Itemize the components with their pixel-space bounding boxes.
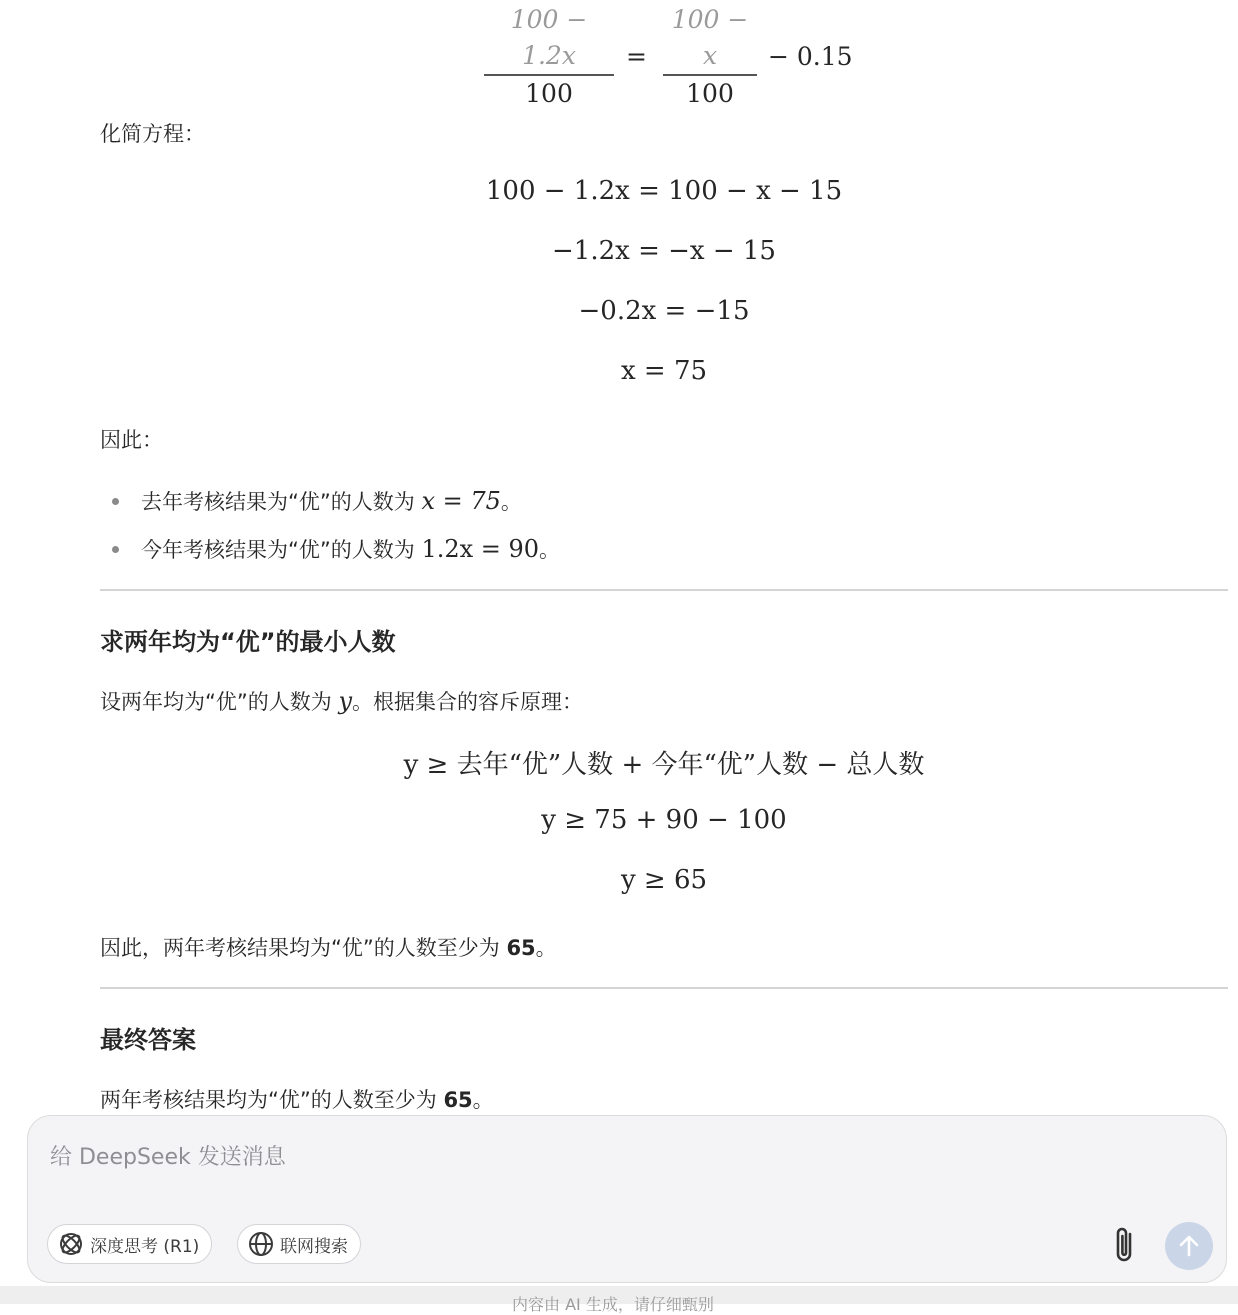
globe-icon — [248, 1231, 274, 1257]
lhs-fraction — [482, 2, 616, 112]
simplify-step-3: −0.2x = −15 — [578, 296, 750, 326]
bullet-dot — [112, 498, 119, 505]
answer-pre: 两年考核结果均为“优”的人数至少为 — [100, 1088, 444, 1112]
list-item-text: 去年考核结果为“优”的人数为 — [141, 490, 422, 514]
rhs-numerator: 100 − x — [671, 5, 749, 70]
divider — [100, 987, 1228, 989]
rhs-fraction — [661, 2, 759, 112]
list-item-math: x = 75 — [421, 487, 501, 515]
section-conclusion — [100, 932, 557, 962]
list-item — [141, 534, 560, 564]
final-answer-text — [100, 1084, 494, 1114]
answer-value: 65 — [443, 1088, 473, 1112]
paperclip-icon[interactable] — [1110, 1224, 1142, 1266]
ai-disclaimer — [0, 1286, 1238, 1314]
therefore-label: 因此： — [100, 428, 163, 452]
conclusion-value: 65 — [506, 936, 536, 960]
send-button[interactable] — [1165, 1222, 1213, 1270]
bullet-dot — [112, 546, 119, 553]
rhs-denominator: 100 — [686, 78, 734, 108]
inclusion-exclusion-step-2: y ≥ 75 + 90 − 100 — [541, 805, 787, 835]
lhs-denominator: 100 — [525, 78, 573, 108]
atom-icon — [58, 1231, 84, 1257]
web-search-label: 联网搜索 — [280, 1236, 348, 1257]
list-item-text: 今年考核结果为“优”的人数为 — [141, 538, 422, 562]
simplify-step-4: x = 75 — [620, 356, 708, 386]
intro-post: 。根据集合的容斥原理： — [352, 690, 583, 714]
deep-think-button[interactable] — [47, 1224, 212, 1264]
web-search-button[interactable] — [237, 1224, 361, 1264]
lhs-numerator: 100 − 1.2x — [510, 5, 588, 70]
conclusion-post: 。 — [535, 936, 557, 960]
rhs-tail: − 0.15 — [768, 42, 853, 71]
intro-pre: 设两年均为“优”的人数为 — [100, 690, 339, 714]
message-input[interactable]: 给 DeepSeek 发送消息 — [50, 1145, 286, 1170]
intro-var: y — [338, 687, 352, 715]
simplify-label: 化简方程： — [100, 122, 205, 146]
list-item-tail: 。 — [500, 490, 522, 514]
list-item — [141, 486, 522, 516]
answer-post: 。 — [472, 1088, 494, 1112]
message-composer[interactable] — [27, 1115, 1227, 1283]
section-intro — [100, 686, 583, 716]
conclusion-pre: 因此，两年考核结果均为“优”的人数至少为 — [100, 936, 507, 960]
divider — [100, 589, 1228, 591]
list-item-math: 1.2x = 90 — [421, 535, 540, 563]
simplify-step-2: −1.2x = −x − 15 — [552, 236, 776, 266]
disclaimer-text: 内容由 AI 生成，请仔细甄别 — [512, 1295, 714, 1314]
final-answer-heading: 最终答案 — [100, 1026, 196, 1054]
inclusion-exclusion-step-1: y ≥ 去年“优”人数 + 今年“优”人数 − 总人数 — [403, 750, 925, 780]
deep-think-label: 深度思考 (R1) — [90, 1236, 200, 1257]
inclusion-exclusion-step-3: y ≥ 65 — [620, 865, 708, 895]
arrow-up-icon — [1176, 1233, 1202, 1259]
simplify-step-1: 100 − 1.2x = 100 − x − 15 — [485, 176, 843, 206]
section-heading-min-count: 求两年均为“优”的最小人数 — [100, 628, 396, 656]
list-item-tail: 。 — [539, 538, 561, 562]
fraction-equals: = — [626, 42, 647, 71]
